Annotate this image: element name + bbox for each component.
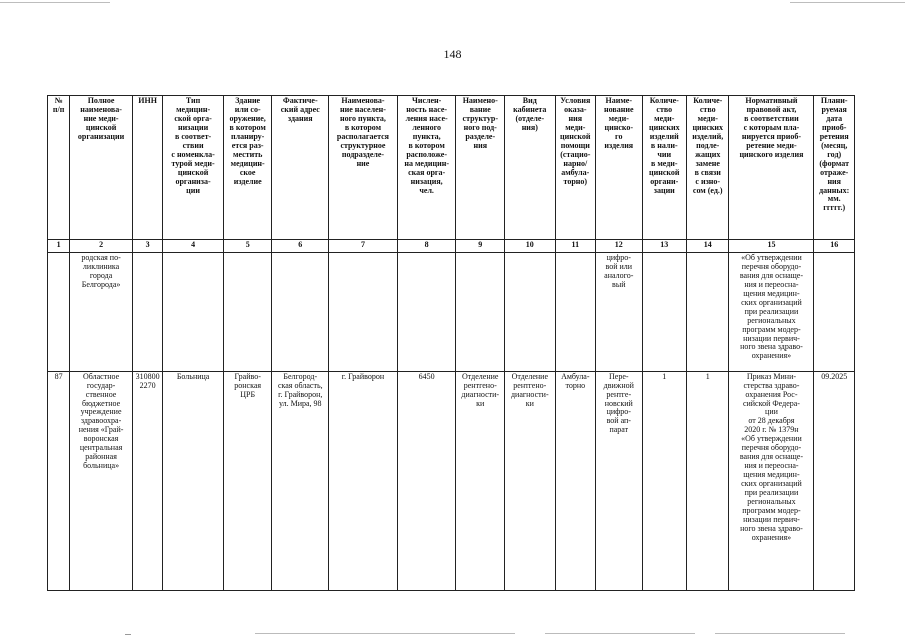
column-number: 4 (163, 239, 224, 252)
table-cell: Отделение рентгено- диагности- ки (456, 371, 505, 590)
header-cell: Тип медицин- ской орга- низации в соответ- ствии с номенкла- турой меди- цинской организа- ции (163, 96, 224, 240)
table-cell (223, 252, 272, 371)
header-cell: ИНН (132, 96, 162, 240)
table-cell (814, 252, 855, 371)
column-number: 12 (596, 239, 643, 252)
page-number: 148 (443, 47, 462, 61)
header-cell: Числен- ность насе- ления насе- ленного пункта, в котором расположе- на медицин- ская орга- низация, чел. (397, 96, 456, 240)
table-row (48, 371, 855, 590)
table-cell (456, 252, 505, 371)
header-cell: Наимено- вание структур- ного под- разделе- ния (456, 96, 505, 240)
table-cell (505, 252, 556, 371)
scan-edge-top-right (790, 2, 905, 3)
scan-artifact-line (255, 633, 515, 634)
table-cell: Отделение рентгено- диагности- ки (505, 371, 556, 590)
column-number: 2 (70, 239, 133, 252)
table-cell: 6450 (397, 371, 456, 590)
scan-artifact-line (715, 633, 845, 634)
column-number: 16 (814, 239, 855, 252)
table-cell: Областное государ- ственное бюджетное учреждение здравоохра- нения «Грай- воронская центральная районная больница» (70, 371, 133, 590)
header-cell: Количе- ство меди- цинских изделий, подле- жащих замене в связи с изно- сом (ед.) (687, 96, 729, 240)
scan-artifact-line (545, 633, 695, 634)
header-cell: Условия оказа- ния меди- цинской помощи (стацио- нарно/ амбула- торно) (555, 96, 595, 240)
table-cell: Белгород- ская область, г. Грайворон, ул. Мира, 98 (272, 371, 329, 590)
header-cell: Вид кабинета (отделе- ния) (505, 96, 556, 240)
table-cell (555, 252, 595, 371)
table-header-row (48, 96, 855, 240)
header-cell: Наиме- нование меди- цинско- го изделия (596, 96, 643, 240)
table-cell (48, 252, 70, 371)
table-cell: «Об утверждении перечня оборудо- вания для оснаще- ния и переосна- щения медицин- ских организаций при реализации региональных программ модер- низации первич- ного звена здраво- охранения» (729, 252, 814, 371)
table-cell (687, 252, 729, 371)
header-cell: № п/п (48, 96, 70, 240)
header-cell: Здание или со- оружение, в котором планиру- ется раз- местить медицин- ское изделие (223, 96, 272, 240)
column-number: 5 (223, 239, 272, 252)
medical-equipment-table (47, 95, 855, 591)
table-cell: Приказ Мини- стерства здраво- охранения Рос- сийской Федера- ции от 28 декабря 2020 г. № 1379н «Об утверждении перечня оборудо- вания для оснаще- ния и переосна- щения медицин- ских организаций при реализации региональных программ модер- низации первич- ного звена здраво- охранения» (729, 371, 814, 590)
table-cell (642, 252, 686, 371)
table-cell (329, 252, 398, 371)
table-cell: 310800 2270 (132, 371, 162, 590)
header-cell: Полное наименова- ние меди- цинской организации (70, 96, 133, 240)
column-number: 9 (456, 239, 505, 252)
scan-artifact-line (125, 634, 131, 635)
table-cell: 87 (48, 371, 70, 590)
header-cell: Фактиче- ский адрес здания (272, 96, 329, 240)
column-number: 11 (555, 239, 595, 252)
table-cell: Больница (163, 371, 224, 590)
table-cell: 1 (642, 371, 686, 590)
table-cell (397, 252, 456, 371)
column-number: 3 (132, 239, 162, 252)
column-number: 14 (687, 239, 729, 252)
column-number: 10 (505, 239, 556, 252)
header-cell: Количе- ство меди- цинских изделий в нали- чии в меди- цинской органи- зации (642, 96, 686, 240)
column-number: 1 (48, 239, 70, 252)
table-cell: г. Грайворон (329, 371, 398, 590)
column-number: 8 (397, 239, 456, 252)
column-number: 6 (272, 239, 329, 252)
table-cell (132, 252, 162, 371)
table-cell (272, 252, 329, 371)
table-cell: цифро- вой или аналого- вый (596, 252, 643, 371)
table-cell: Пере- движной рентге- новский цифро- вой ап- парат (596, 371, 643, 590)
table-cell: Амбула- торно (555, 371, 595, 590)
table-row (48, 252, 855, 371)
header-cell: Нормативный правовой акт, в соответствии с которым пла- нируется приоб- ретение меди- цинского изделия (729, 96, 814, 240)
scan-edge-top-left (0, 2, 110, 3)
column-number-row (48, 239, 855, 252)
header-cell: Наименова- ние населен- ного пункта, в котором располагается структурное подразделе- ние (329, 96, 398, 240)
table-cell: родская по- ликлиника города Белгорода» (70, 252, 133, 371)
table-cell: Грайво- ронская ЦРБ (223, 371, 272, 590)
table-cell: 09.2025 (814, 371, 855, 590)
table-cell (163, 252, 224, 371)
header-cell: Плани- руемая дата приоб- ретения (месяц, год) (формат отраже- ния данных: мм. ггггг.) (814, 96, 855, 240)
column-number: 13 (642, 239, 686, 252)
column-number: 7 (329, 239, 398, 252)
table-cell: 1 (687, 371, 729, 590)
column-number: 15 (729, 239, 814, 252)
